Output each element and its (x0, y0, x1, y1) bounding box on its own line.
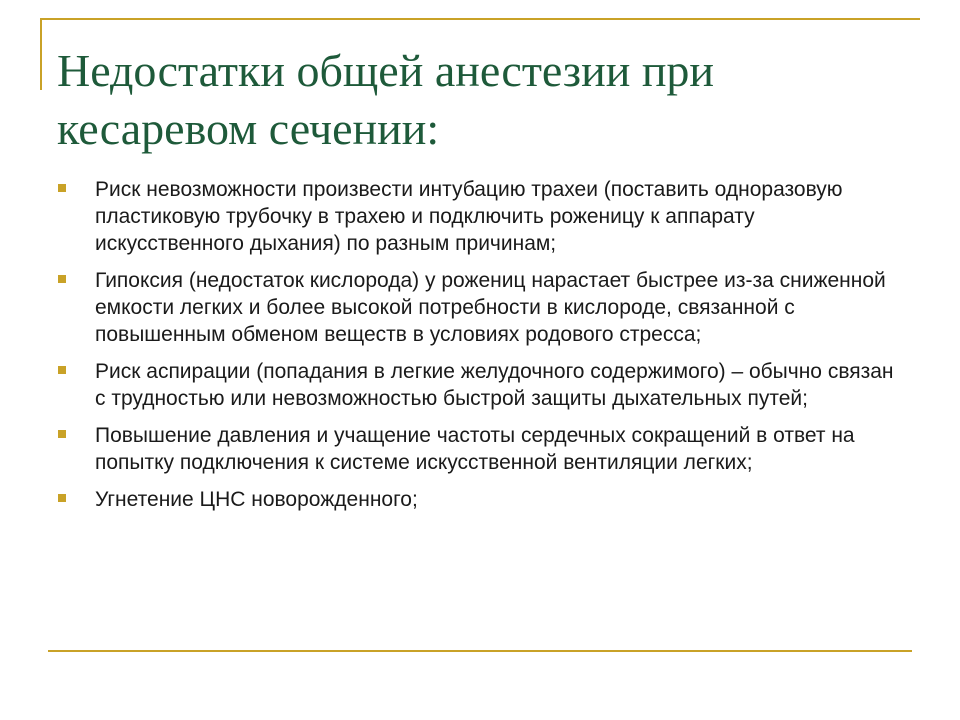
bottom-rule-line (48, 650, 912, 652)
bullet-text: Риск невозможности произвести интубацию трахеи (поставить одноразовую пластиковую трубочку в трахею и подключить роженицу к аппарату искусственного дыхания) по разным причинам; (95, 178, 843, 255)
bullet-item (57, 422, 907, 476)
square-bullet-icon (58, 430, 66, 438)
bullet-item (57, 176, 907, 257)
slide-title: Недостатки общей анестезии при кесаревом сечении: (57, 45, 715, 154)
square-bullet-icon (58, 275, 66, 283)
bullet-item (57, 358, 907, 412)
bullet-list (57, 176, 907, 523)
square-bullet-icon (58, 184, 66, 192)
square-bullet-icon (58, 366, 66, 374)
bullet-text: Повышение давления и учащение частоты сердечных сокращений в ответ на попытку подключения к системе искусственной вентиляции легких; (95, 424, 855, 474)
square-bullet-icon (58, 494, 66, 502)
bullet-text: Риск аспирации (попадания в легкие желудочного содержимого) – обычно связан с трудностью или невозможностью быстрой защиты дыхательных путей; (95, 360, 894, 410)
top-rule-line (40, 18, 920, 20)
left-rule-line (40, 18, 42, 90)
bullet-item (57, 267, 907, 348)
bullet-item (57, 486, 907, 513)
bullet-text: Угнетение ЦНС новорожденного; (95, 488, 418, 511)
bullet-text: Гипоксия (недостаток кислорода) у рожениц нарастает быстрее из-за сниженной емкости легких и более высокой потребности в кислороде, связанной с повышенным обменом веществ в условиях родового стресса; (95, 269, 886, 346)
